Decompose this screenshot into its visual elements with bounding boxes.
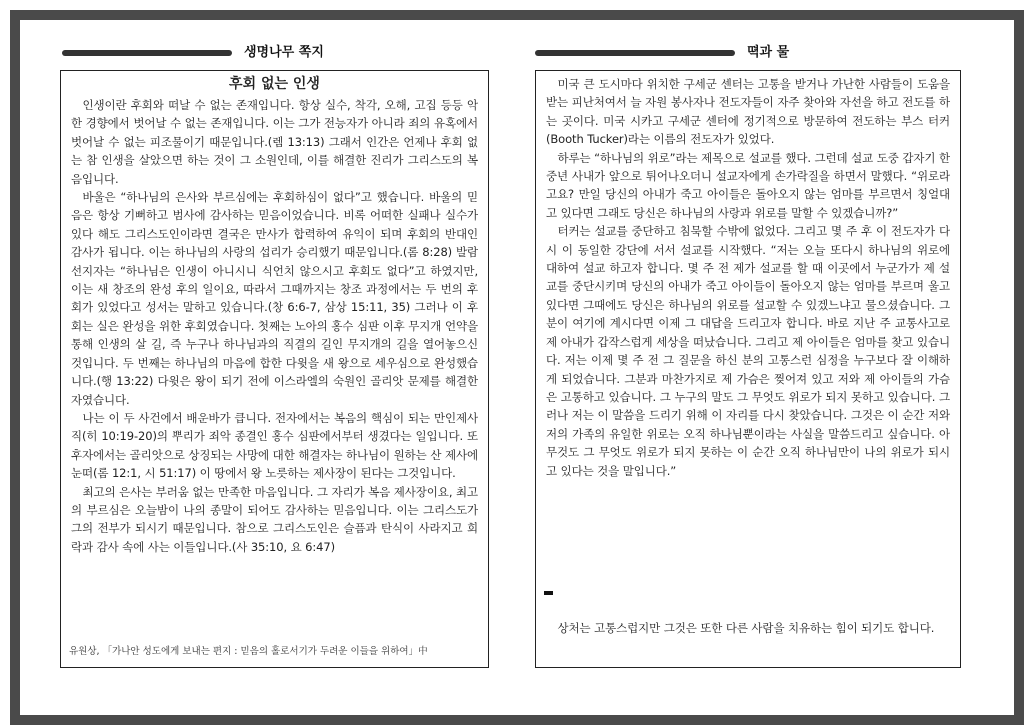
left-paragraph-2: 바울은 “하나님의 은사와 부르심에는 후회하심이 없다”고 했습니다. 바울의 믿음은 항상 기뻐하고 범사에 감사하는 믿음이었습니다. 비록 어떠한 실패나 실수가 있다 해도 그리스도인이라면 결국은 만사가 합력하여 유익이 되며 후회의 반대인 감사가 됩니다. 이는 하나님의 사랑의 섭리가 승리했기 때문입니다.(롬 8:28) 발람 선지자는 “하나님은 인생이 아니시니 식언치 않으시고 후회도 없다”고 하였지만, 이는 새 창조의 완성 후의 일이요, 따라서 그때까지는 창조 과정에서는 두 번의 후회가 있었다고 성서는 말하고 있습니다.(창 6:6-7, 삼상 15:11, 35) 그러나 이 후회는 실은 완성을 위한 후회였습니다. 첫째는 노아의 홍수 심판 이후 무지개 언약을 통해 인생의 살 길, 즉 누구나 하나님과의 직결의 길인 무지개의 길을 열어놓으신 것입니다. 두 번째는 하나님의 마음에 합한 다윗을 새 왕으로 세우심으로 완성했습니다.(행 13:22) 다윗은 왕이 되기 전에 이스라엘의 숙원인 골리앗 문제를 해결한 자였습니다. bbox=[71, 190, 478, 407]
right-paragraph-2: 하루는 “하나님의 위로”라는 제목으로 설교를 했다. 그런데 설교 도중 갑자기 한 중년 사내가 앞으로 튀어나오더니 설교자에게 손가락질을 하면서 말했다. “위로라고요? 만일 당신의 아내가 죽고 아이들은 돌아오지 않는 엄마를 부르면서 칭얼대고 있다면 그래도 당신은 하나님의 사랑과 위로를 말할 수 있겠습니까?” bbox=[546, 150, 950, 220]
right-header-rule bbox=[535, 50, 735, 56]
left-header-rule bbox=[62, 50, 232, 56]
left-paragraph-4: 최고의 은사는 부러움 없는 만족한 마음입니다. 그 자리가 복음 제사장이요, 최고의 부르심은 오늘밤이 나의 종말이 되어도 감사하는 믿음입니다. 이는 그리스도가 그의 전부가 되시기 때문입니다. 참으로 그리스도인은 슬픔과 탄식이 사라지고 희락과 감사 속에 사는 이들입니다.(사 35:10, 요 6:47) bbox=[71, 484, 478, 554]
right-paragraph-3: 터커는 설교를 중단하고 침묵할 수밖에 없었다. 그리고 몇 주 후 이 전도자가 다시 이 동일한 강단에 서서 설교를 시작했다. “저는 오늘 또다시 하나님의 위로에 대하여 설교 하고자 합니다. 몇 주 전 제가 설교를 할 때 이곳에서 누군가가 제 설교를 중단시키며 당신의 아내가 죽고 아이들이 돌아오지 않는 엄마를 부르며 울고 있다면 그때에도 당신은 하나님의 위로를 설교할 수 있겠느냐고 물으셨습니다. 그분이 여기에 계시다면 이제 그 대답을 드리고자 합니다. 바로 지난 주 교통사고로 제 아내가 갑작스럽게 세상을 떠났습니다. 그리고 제 아이들은 엄마를 찾고 있습니다. 저는 이제 몇 주 전 그 질문을 하신 분의 고통스런 심정을 누구보다 잘 이해하게 되었습니다. 그분과 마찬가지로 제 가슴은 찢어져 있고 저와 제 아이들의 가슴은 고통하고 있습니다. 그 누구의 말도 그 무엇도 위로가 되지 못하고 있습니다. 그러나 저는 이 말씀을 드리기 위해 이 자리를 다시 찾았습니다. 그것은 이 순간 저와 저의 가족의 유일한 위로는 오직 하나님뿐이라는 사실을 말씀드리고 싶습니다. 아무것도 그 무엇도 위로가 되지 못하는 이 순간 오직 하나님만이 나의 위로가 되시고 있다는 것을 말입니다.” bbox=[546, 224, 950, 478]
right-paragraph-1: 미국 큰 도시마다 위치한 구세군 센터는 고통을 받거나 가난한 사람들이 도움을 받는 피난처여서 늘 자원 봉사자나 전도자들이 자주 찾아와 자선을 하고 전도를 하는 곳이다. 미국 시카고 구세군 센터에 정기적으로 방문하여 전도하는 부스 터커(Booth Tucker)라는 이름의 전도자가 있었다. bbox=[546, 77, 950, 147]
closing-paragraph: 상처는 고통스럽지만 그것은 또한 다른 사람을 치유하는 힘이 되기도 합니다. bbox=[557, 621, 935, 635]
left-header-title: 생명나무 쪽지 bbox=[244, 45, 324, 60]
article-title: 후회 없는 인생 bbox=[229, 76, 320, 92]
left-column-header bbox=[62, 40, 462, 68]
right-column-header bbox=[535, 40, 935, 68]
left-article-box bbox=[60, 70, 489, 668]
left-paragraph-3: 나는 이 두 사건에서 배운바가 큽니다. 전자에서는 복음의 핵심이 되는 만인제사직(히 10:19-20)의 뿌리가 죄악 종결인 홍수 심판에서부터 생겼다는 일입니다. 또 후자에서는 골리앗으로 상징되는 사망에 대한 해결자는 하나님이 원하는 산 제사에 눈떠(롬 12:1, 시 51:17) 이 땅에서 왕 노릇하는 제사장이 된다는 그것입니다. bbox=[71, 410, 478, 481]
source-citation: 유원상, 「가나안 성도에게 보내는 편지 : 믿음의 홀로서기가 두려운 이들을 위하여」中 bbox=[69, 646, 428, 657]
right-header-title: 뗙과 물 bbox=[747, 45, 790, 60]
section-marker bbox=[544, 591, 553, 595]
left-paragraph-1: 인생이란 후회와 떠날 수 없는 존재입니다. 항상 실수, 착각, 오해, 고집 등등 악한 경향에서 벗어날 수 없는 존재입니다. 이는 그가 전능자가 아니라 죄의 유혹에서 벗어날 수 없는 피조물이기 때문입니다.(렘 13:13) 그래서 인간은 언제나 후회 없는 참 인생을 살았으면 하는 것이 그 소원인데, 이를 해결한 진리가 그리스도의 복음입니다. bbox=[71, 98, 478, 186]
right-article-box bbox=[535, 70, 961, 668]
